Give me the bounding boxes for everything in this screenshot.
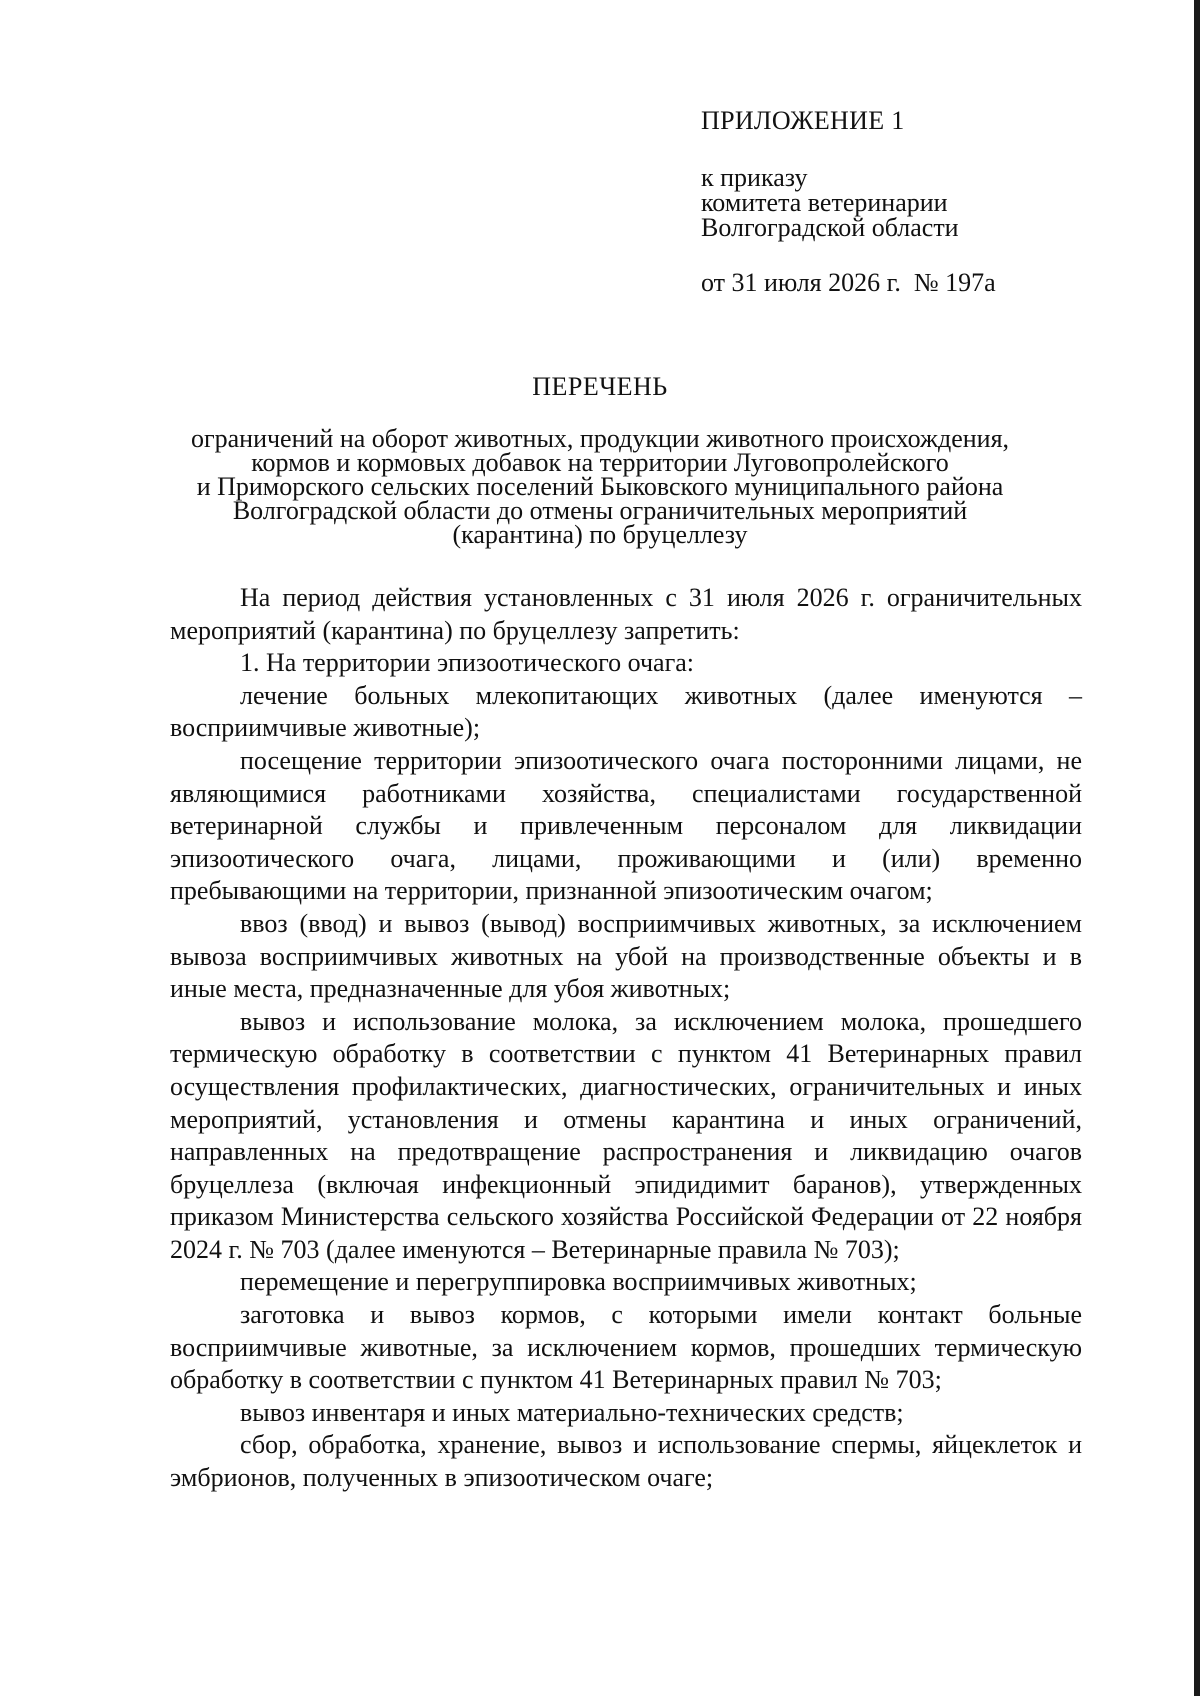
appendix-title: ПРИЛОЖЕНИЕ 1	[701, 106, 905, 135]
subtitle-line: и Приморского сельских поселений Быковского муниципального района	[196, 472, 1004, 501]
subtitle-line: (карантина) по бруцеллезу	[452, 520, 748, 549]
body-paragraph: заготовка и вывоз кормов, с которыми имели контакт больные восприимчивые животные, за исключением кормов, прошедших термическую обработку в соответствии с пунктом 41 Ветеринарных правил № 703;	[170, 1300, 1082, 1395]
document-subtitle	[0, 424, 1200, 549]
appendix-date: от 31 июля 2026 г. № 197а	[701, 268, 996, 297]
document-title: ПЕРЕЧЕНЬ	[532, 372, 668, 401]
subtitle-line: Волгоградской области до отмены ограничительных мероприятий	[232, 496, 968, 525]
appendix-line: к приказу	[701, 163, 808, 192]
body-paragraph: ввоз (ввод) и вывоз (вывод) восприимчивых животных, за исключением вывоза восприимчивых животных на убой на производственные объекты и в иные места, предназначенные для убоя животных;	[170, 908, 1082, 1004]
appendix-line: комитета ветеринарии	[701, 188, 948, 217]
body-paragraph: посещение территории эпизоотического очага посторонними лицами, не являющимися работниками хозяйства, специалистами государственной ветеринарной службы и привлеченным персоналом для ликвидации эпизоотического очага, лицами, проживающими и (или) временно пребывающими на территории, признанной эпизоотическим очагом;	[170, 745, 1082, 906]
subtitle-line: кормов и кормовых добавок на территории Луговопролейского	[251, 448, 949, 477]
body-paragraph: вывоз инвентаря и иных материально-технических средств;	[240, 1397, 904, 1427]
appendix-line: Волгоградской области	[701, 213, 959, 242]
appendix-block	[701, 108, 1121, 295]
subtitle-line: ограничений на оборот животных, продукции животного происхождения,	[190, 424, 1010, 453]
document-body	[170, 582, 1082, 1495]
body-paragraph: лечение больных млекопитающих животных (далее именуются – восприимчивые животные);	[170, 680, 1082, 743]
body-paragraph: вывоз и использование молока, за исключением молока, прошедшего термическую обработку в соответствии с пунктом 41 Ветеринарных правил осуществления профилактических, диагностических, ограничительных и иных мероприятий, установления и отмены карантина и иных ограничений, направленных на предотвращение распространения и ликвидацию очагов бруцеллеза (включая инфекционный эпидидимит баранов), утвержденных приказом Министерства сельского хозяйства Российской Федерации от 22 ноября 2024 г. № 703 (далее именуются – Ветеринарные правила № 703);	[170, 1006, 1082, 1264]
body-paragraph: 1. На территории эпизоотического очага:	[240, 648, 695, 678]
body-paragraph: сбор, обработка, хранение, вывоз и использование спермы, яйцеклеток и эмбрионов, полученных в эпизоотическом очаге;	[170, 1430, 1082, 1493]
body-paragraph: перемещение и перегруппировка восприимчивых животных;	[240, 1267, 917, 1297]
page-edge	[1194, 0, 1200, 1696]
body-paragraph: На период действия установленных с 31 июля 2026 г. ограничительных мероприятий (карантина) по бруцеллезу запретить:	[170, 583, 1082, 645]
